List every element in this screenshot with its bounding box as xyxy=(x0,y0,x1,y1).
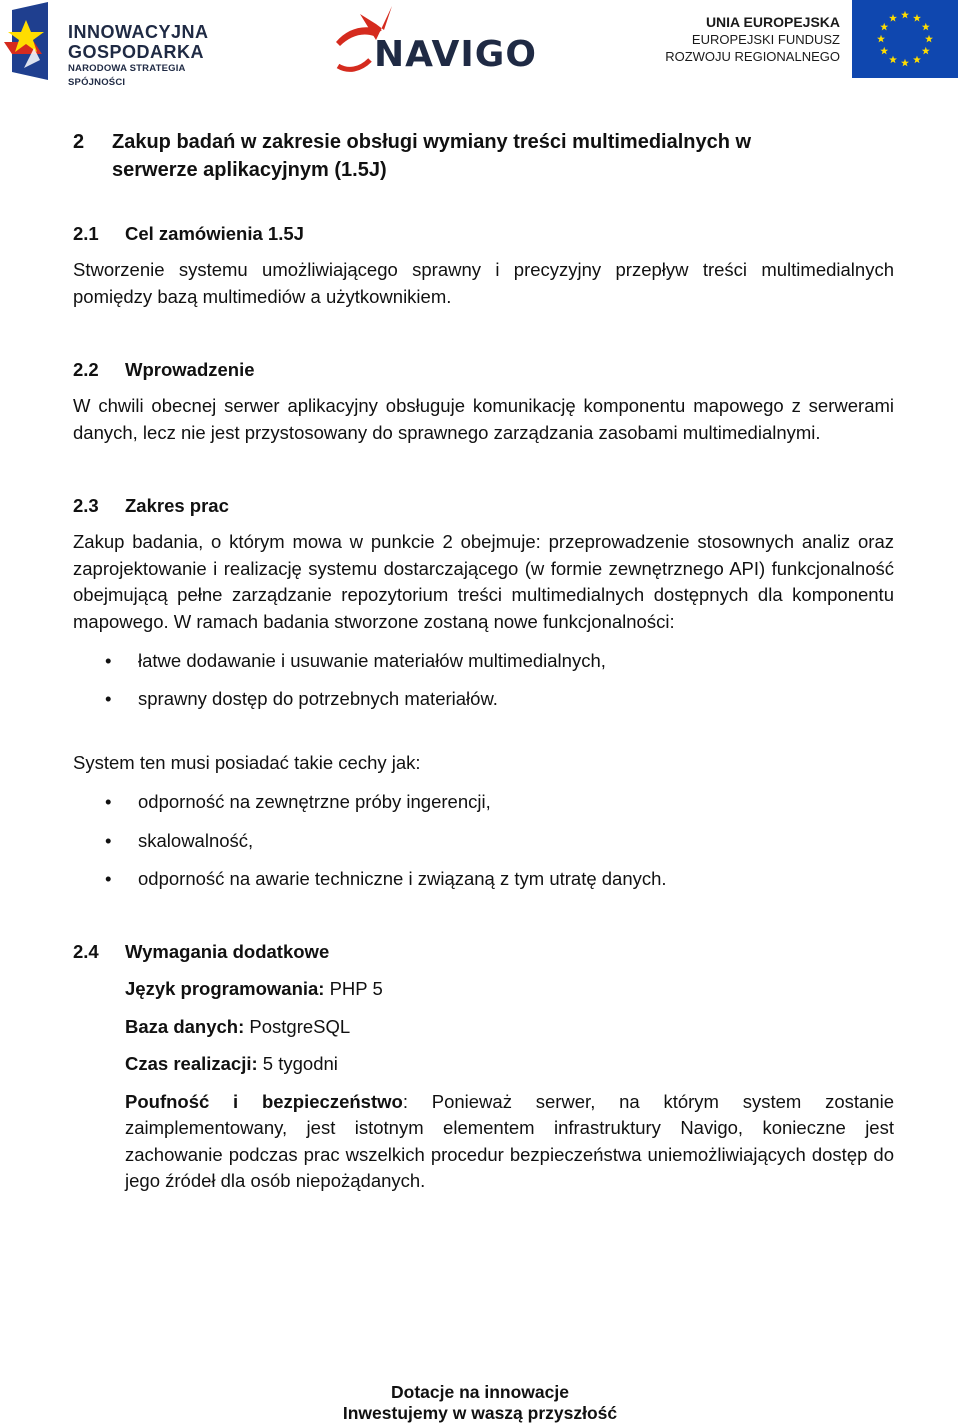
section-title-line2: serwerze aplikacyjnym (1.5J) xyxy=(112,159,387,181)
eu-line2: EUROPEJSKI FUNDUSZ xyxy=(691,32,840,47)
subsection-number: 2.2 xyxy=(73,359,99,380)
requirements-block xyxy=(125,976,894,1195)
subsection-title: Wymagania dodatkowe xyxy=(125,941,330,962)
list-item: • odporność na zewnętrzne próby ingerencji, xyxy=(73,789,894,815)
subsection-heading-2-1 xyxy=(73,221,894,247)
ig-subline: NARODOWA STRATEGIA SPÓJNOŚCI xyxy=(68,63,186,88)
subsection-number: 2.4 xyxy=(73,941,99,962)
req-database xyxy=(125,1014,894,1041)
ig-line2: GOSPODARKA xyxy=(68,42,205,62)
list-item: • sprawny dostęp do potrzebnych materiałów. xyxy=(73,686,894,712)
eu-flag-icon xyxy=(852,0,958,78)
page-header xyxy=(0,0,960,88)
paragraph-intro: W chwili obecnej serwer aplikacyjny obsługuje komunikację komponentu mapowego z serwerami danych, lecz nie jest przystosowany do sprawnego zarządzania zasobami multimedialnymi. xyxy=(73,395,894,443)
subsection-title: Wprowadzenie xyxy=(125,359,255,380)
paragraph-features: System ten musi posiadać takie cechy jak: xyxy=(73,752,421,773)
section-heading xyxy=(73,128,894,184)
section-number: 2 xyxy=(73,131,85,153)
subsection-number: 2.3 xyxy=(73,495,99,516)
paragraph-scope: Zakup badania, o którym mowa w punkcie 2 obejmuje: przeprowadzenie stosownych analiz oraz zaprojektowanie i realizację systemu dostarczającego (w formie zewnętrznego API) funkcjonalność obejmującą pełne zarządzanie repozytorium treści multimedialnych dostępnych dla komponentu mapowego. W ramach badania stworzone zostaną nowe funkcjonalności: xyxy=(73,531,894,632)
paragraph-goal: Stworzenie systemu umożliwiającego sprawny i precyzyjny przepływ treści multimedialnych pomiędzy bazą multimediów a użytkownikiem. xyxy=(73,259,894,307)
req-time xyxy=(125,1051,894,1078)
subsection-title: Cel zamówienia 1.5J xyxy=(125,223,304,244)
list-item: • łatwe dodawanie i usuwanie materiałów multimedialnych, xyxy=(73,648,894,674)
req-time-value: 5 tygodni xyxy=(257,1053,338,1074)
eu-line3: ROZWOJU REGIONALNEGO xyxy=(665,49,840,64)
ig-emblem-icon xyxy=(4,2,64,80)
req-security xyxy=(125,1089,894,1195)
list-item: • skalowalność, xyxy=(73,828,894,854)
eu-text xyxy=(660,14,840,65)
page-footer xyxy=(0,1382,960,1424)
req-security-label: Poufność i bezpieczeństwo xyxy=(125,1090,403,1112)
subsection-heading-2-3 xyxy=(73,493,894,519)
subsection-heading-2-2 xyxy=(73,357,894,383)
req-database-value: PostgreSQL xyxy=(244,1015,351,1037)
footer-line1: Dotacje na innowacje xyxy=(391,1382,569,1402)
subsection-heading-2-4 xyxy=(73,939,894,965)
subsection-title: Zakres prac xyxy=(125,495,229,516)
navigo-logo xyxy=(330,0,560,80)
eu-line1: UNIA EUROPEJSKA xyxy=(705,14,840,30)
ig-line1: INNOWACYJNA xyxy=(68,22,209,42)
section-title-line1: Zakup badań w zakresie obsługi wymiany treści multimedialnych w xyxy=(112,131,752,153)
eu-logo xyxy=(655,0,955,82)
functionality-list xyxy=(73,648,894,713)
req-security-value: : Ponieważ serwer, na którym system zostanie zaimplementowany, jest istotnym elementem infrastruktury Navigo, konieczne jest zachowanie podczas prac wszelkich procedur bezpieczeństwa uniemożliwiających dostęp do jego źródeł dla osób niepożądanych. xyxy=(125,1090,894,1191)
svg-text:NAVIGO: NAVIGO xyxy=(374,34,537,75)
navigo-logo-icon xyxy=(330,0,560,80)
section-title xyxy=(112,128,751,184)
req-language-value: PHP 5 xyxy=(324,978,383,999)
req-database-label: Baza danych: xyxy=(125,1015,245,1037)
document-body xyxy=(73,128,894,1195)
req-time-label: Czas realizacji: xyxy=(125,1053,258,1074)
req-language-label: Język programowania: xyxy=(125,978,325,999)
features-list xyxy=(73,789,894,892)
list-item: • odporność na awarie techniczne i związaną z tym utratę danych. xyxy=(73,866,894,892)
subsection-number: 2.1 xyxy=(73,223,99,244)
innowacyjna-gospodarka-logo xyxy=(4,2,244,88)
footer-line2: Inwestujemy w waszą przyszłość xyxy=(342,1403,618,1423)
ig-wordmark xyxy=(68,22,244,90)
req-language xyxy=(125,976,894,1003)
